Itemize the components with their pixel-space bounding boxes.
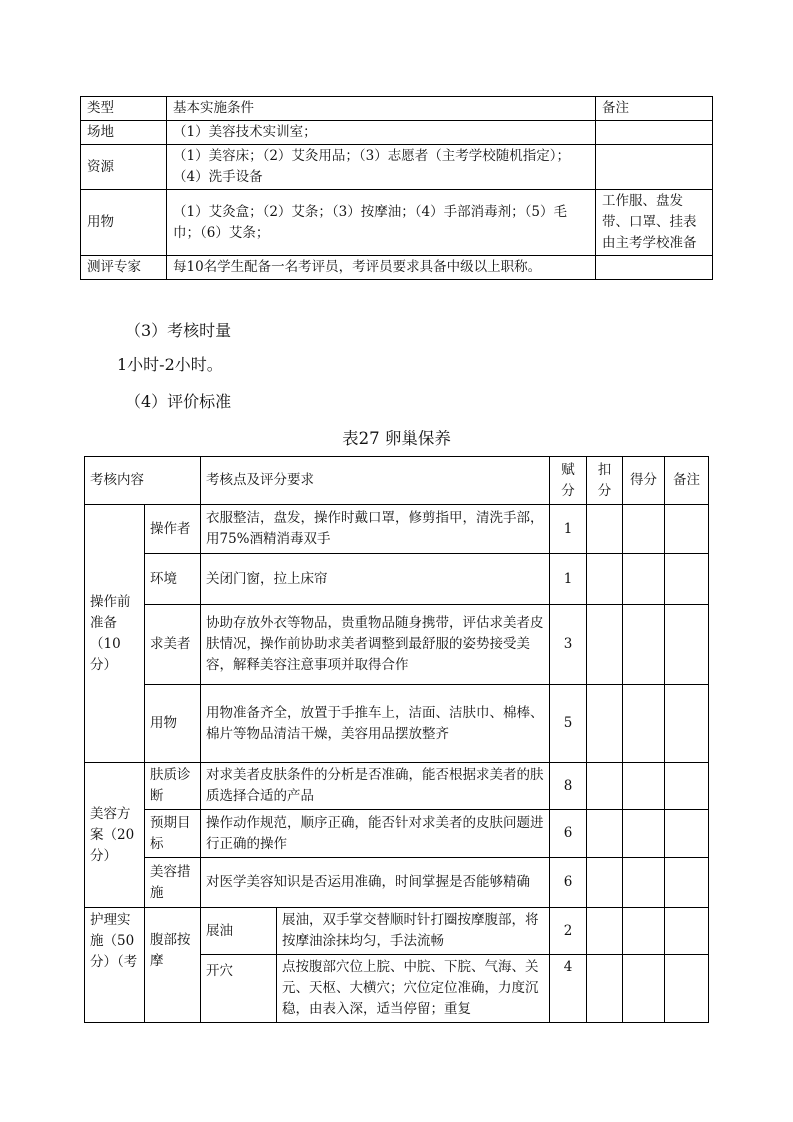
deduct-cell xyxy=(587,605,623,685)
header-conditions: 基本实施条件 xyxy=(167,97,596,121)
header-remark: 备注 xyxy=(596,97,713,121)
got-cell xyxy=(623,810,665,858)
deduct-cell xyxy=(587,858,623,908)
table-row xyxy=(81,121,713,145)
sub-item: 预期目标 xyxy=(145,810,201,858)
criteria-text: 对求美者皮肤条件的分析是否准确，能否根据求美者的肤质选择合适的产品 xyxy=(201,763,550,810)
sub-item: 环境 xyxy=(145,554,201,605)
section-heading-criteria: （4）评价标准 xyxy=(125,392,232,411)
score-value: 8 xyxy=(550,763,587,810)
score-value: 1 xyxy=(550,554,587,605)
got-cell xyxy=(623,908,665,955)
criteria-text: 展油，双手掌交替顺时针打圈按摩腹部，将按摩油涂抹均匀，手法流畅 xyxy=(277,908,550,955)
note-cell xyxy=(665,505,709,554)
header-type: 类型 xyxy=(81,97,167,121)
row-remark xyxy=(596,256,713,280)
table-header-row xyxy=(81,97,713,121)
deduct-cell xyxy=(587,908,623,955)
row-remark xyxy=(596,145,713,190)
criteria-text: 操作动作规范，顺序正确，能否针对求美者的皮肤问题进行正确的操作 xyxy=(201,810,550,858)
table-row xyxy=(85,763,709,810)
got-cell xyxy=(623,763,665,810)
header-points: 考核点及评分要求 xyxy=(201,457,550,505)
got-cell xyxy=(623,955,665,1023)
row-remark: 工作服、盘发带、口罩、挂表由主考学校准备 xyxy=(596,190,713,256)
header-got: 得分 xyxy=(623,457,665,505)
step-item: 开穴 xyxy=(201,955,277,1023)
row-conditions: （1）美容技术实训室； xyxy=(167,121,596,145)
got-cell xyxy=(623,685,665,763)
got-cell xyxy=(623,605,665,685)
sub-item: 用物 xyxy=(145,685,201,763)
score-value: 1 xyxy=(550,505,587,554)
evaluation-table xyxy=(84,456,709,1023)
group-label-preparation: 操作前准备（10分） xyxy=(85,505,145,763)
note-cell xyxy=(665,955,709,1023)
score-value: 5 xyxy=(550,685,587,763)
criteria-text: 用物准备齐全，放置于手推车上，洁面、洁肤巾、棉棒、棉片等物品清洁干燥，美容用品摆放整齐 xyxy=(201,685,550,763)
row-remark xyxy=(596,121,713,145)
table-row xyxy=(85,605,709,685)
sub-item: 操作者 xyxy=(145,505,201,554)
row-conditions: 每10名学生配备一名考评员，考评员要求具备中级以上职称。 xyxy=(167,256,596,280)
table-row xyxy=(81,145,713,190)
score-value: 6 xyxy=(550,810,587,858)
deduct-cell xyxy=(587,955,623,1023)
deduct-cell xyxy=(587,810,623,858)
row-type: 测评专家 xyxy=(81,256,167,280)
deduct-cell xyxy=(587,554,623,605)
note-cell xyxy=(665,908,709,955)
deduct-cell xyxy=(587,505,623,554)
sub-item: 求美者 xyxy=(145,605,201,685)
table-row xyxy=(85,554,709,605)
sub-item: 美容措施 xyxy=(145,858,201,908)
got-cell xyxy=(623,554,665,605)
note-cell xyxy=(665,685,709,763)
criteria-text: 对医学美容知识是否运用准确，时间掌握是否能够精确 xyxy=(201,858,550,908)
row-type: 用物 xyxy=(81,190,167,256)
score-value: 2 xyxy=(550,908,587,955)
deduct-cell xyxy=(587,685,623,763)
table-row xyxy=(85,505,709,554)
table-row xyxy=(81,256,713,280)
step-item: 展油 xyxy=(201,908,277,955)
row-conditions: （1）美容床；（2）艾灸用品；（3）志愿者（主考学校随机指定）；（4）洗手设备 xyxy=(167,145,596,190)
deduct-cell xyxy=(587,763,623,810)
criteria-text: 点按腹部穴位上脘、中脘、下脘、气海、关元、天枢、大横穴；穴位定位准确，力度沉稳，由表入深，适当停留；重复 xyxy=(277,955,550,1023)
table-row xyxy=(85,810,709,858)
note-cell xyxy=(665,605,709,685)
score-value: 4 xyxy=(550,955,587,1023)
score-value: 3 xyxy=(550,605,587,685)
table-row xyxy=(85,908,709,955)
note-cell xyxy=(665,810,709,858)
table-row xyxy=(81,190,713,256)
criteria-text: 衣服整洁，盘发，操作时戴口罩，修剪指甲，清洗手部，用75%酒精消毒双手 xyxy=(201,505,550,554)
note-cell xyxy=(665,858,709,908)
header-content: 考核内容 xyxy=(85,457,201,505)
group-label-plan: 美容方案（20分） xyxy=(85,763,145,908)
header-deduct: 扣分 xyxy=(587,457,623,505)
section-text-time: 1小时-2小时。 xyxy=(117,355,223,374)
table-header-row xyxy=(85,457,709,505)
row-type: 资源 xyxy=(81,145,167,190)
score-value: 6 xyxy=(550,858,587,908)
table-title: 表27 卵巢保养 xyxy=(342,429,451,448)
got-cell xyxy=(623,505,665,554)
table-row xyxy=(85,858,709,908)
header-note: 备注 xyxy=(665,457,709,505)
section-heading-time: （3）考核时量 xyxy=(125,321,232,340)
group-label-implementation: 护理实施（50分）（考 xyxy=(85,908,145,1023)
got-cell xyxy=(623,858,665,908)
conditions-table xyxy=(80,96,713,280)
row-conditions: （1）艾灸盒；（2）艾条；（3）按摩油；（4）手部消毒剂；（5）毛巾；（6）艾条； xyxy=(167,190,596,256)
criteria-text: 协助存放外衣等物品，贵重物品随身携带，评估求美者皮肤情况，操作前协助求美者调整到最舒服的姿势接受美容，解释美容注意事项并取得合作 xyxy=(201,605,550,685)
note-cell xyxy=(665,763,709,810)
header-score: 赋分 xyxy=(550,457,587,505)
note-cell xyxy=(665,554,709,605)
sub-item: 腹部按摩 xyxy=(145,908,201,1023)
sub-item: 肤质诊断 xyxy=(145,763,201,810)
row-type: 场地 xyxy=(81,121,167,145)
criteria-text: 关闭门窗，拉上床帘 xyxy=(201,554,550,605)
table-row xyxy=(85,685,709,763)
